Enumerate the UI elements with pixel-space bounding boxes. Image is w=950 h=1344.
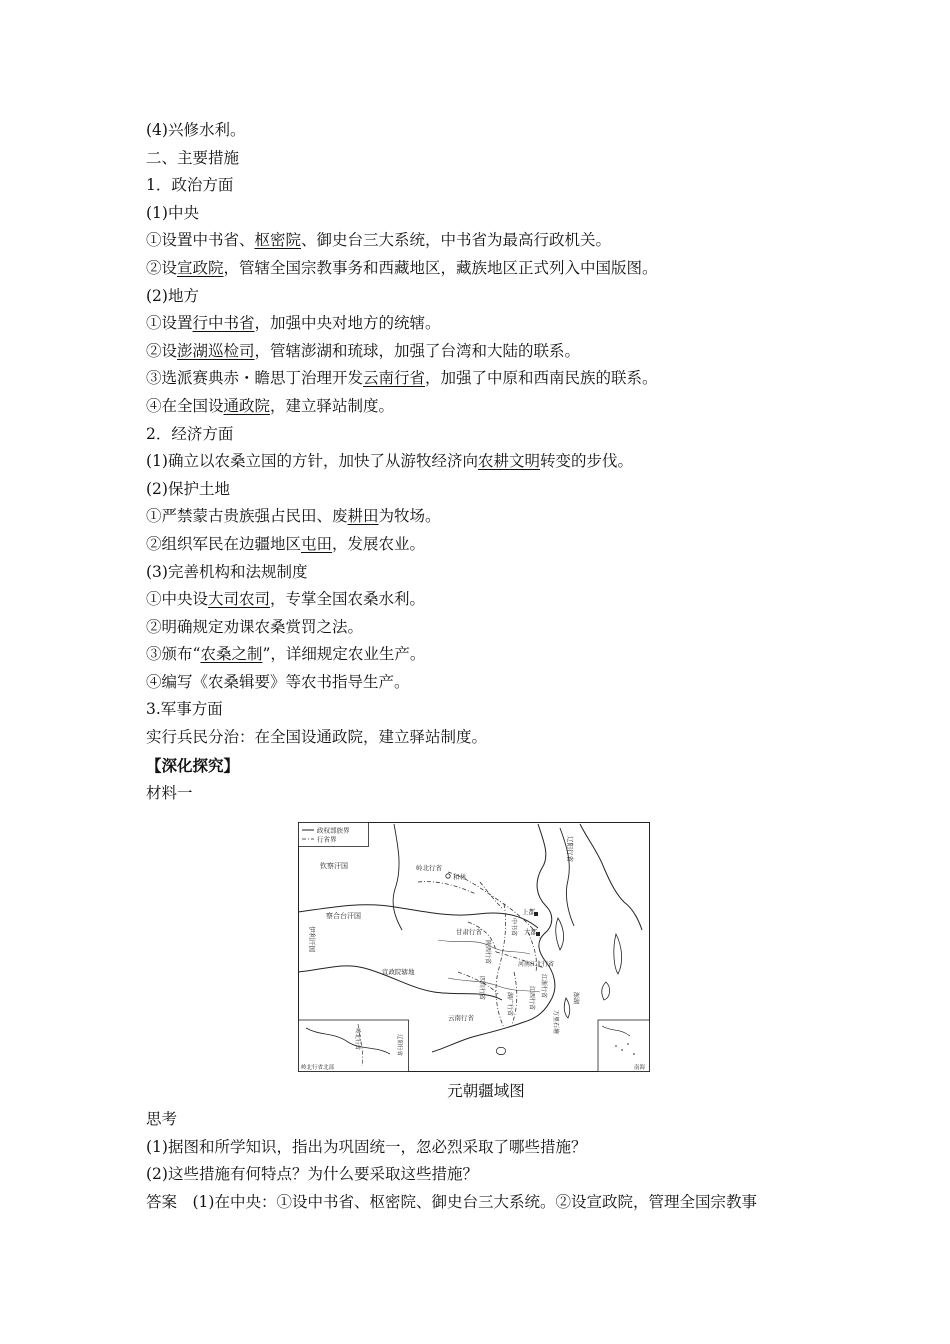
text-segment: (1)据图和所学知识，指出为巩固统一，忽必烈采取了哪些措施？ [146,1137,587,1156]
text-segment: ①严禁蒙古贵族强占民田、废 [146,507,348,526]
text-segment: 3.军事方面 [146,700,223,719]
bottom-text-block [146,1106,826,1216]
label-inset-lingbei: 岭北行省 [354,1028,360,1051]
label-henan: 河南江北行省 [518,961,555,968]
text-segment: (2)地方 [146,286,199,305]
text-line [146,421,826,449]
label-chahetai: 察合台汗国 [326,912,361,920]
text-line [146,145,826,173]
label-sichuan: 四川行省 [478,976,485,1001]
text-line [146,283,826,311]
text-line [146,503,826,531]
underlined-term: 农桑之制 [200,645,263,664]
text-segment: 材料一 [146,784,193,803]
text-line [146,752,826,781]
label-inset-north: 岭北行省北部 [301,1065,335,1071]
text-line [146,255,826,283]
text-segment: (4)兴修水利。 [146,121,246,139]
text-line [146,476,826,504]
text-segment: 【深化探究】 [146,755,240,775]
legend-label-border: 政权部族界 [317,826,350,835]
underlined-term: 澎湖巡检司 [177,341,255,360]
text-line [146,641,826,669]
text-line [146,559,826,587]
underlined-term: 通政院 [223,396,271,415]
underlined-term: 宣政院 [177,258,224,277]
text-segment: ②设 [146,341,178,360]
text-line [146,117,826,145]
text-segment: ，建立驿站制度。 [270,396,395,415]
yuan-territory-map [298,822,650,1072]
text-line [146,1189,826,1217]
text-segment: 1．政治方面 [146,176,234,195]
label-dadu: 大都 [524,928,537,936]
text-segment: (3)完善机构和法规制度 [146,562,308,581]
text-line [146,200,826,228]
label-nanhai: 南海 [634,1065,646,1071]
label-jiangxi: 江西行省 [528,986,535,1011]
text-line [146,310,826,338]
text-segment: (1)确立以农桑立国的方针，加快了从游牧经济向 [146,452,478,471]
text-line [146,172,826,200]
underlined-term: 枢密院 [254,231,302,250]
text-segment: ”，详细规定农业生产。 [262,645,426,664]
underlined-term: 屯田 [301,534,333,553]
label-yunnan: 云南行省 [448,1014,474,1022]
helin-marker [446,874,450,878]
label-wanli: 万里石塘 [552,1010,559,1035]
text-segment: ②明确规定劝课农桑赏罚之法。 [146,617,364,636]
map-caption: 元朝疆域图 [447,1082,525,1100]
label-zhongshu: 中书省 [510,918,517,937]
text-segment: 实行兵民分治：在全国设通政院，建立驿站制度。 [146,728,488,747]
label-helin: 和林 [453,873,466,881]
text-segment: ①中央设 [146,590,209,609]
label-huguang: 湖广行省 [506,992,513,1017]
text-line [146,393,826,421]
text-line [146,1106,826,1134]
text-line [146,448,826,476]
label-gansu: 甘肃行省 [456,928,482,936]
text-segment: 转变的步伐。 [539,452,633,471]
text-segment: ，管辖全国宗教事务和西藏地区，藏族地区正式列入中国版图。 [223,258,658,277]
map-svg [298,822,650,1072]
label-inset-liaoyang: 辽阳行省 [396,1034,402,1057]
text-line [146,1134,826,1162]
text-segment: ，加强中央对地方的统辖。 [254,314,441,333]
text-segment: 二、主要措施 [146,148,240,167]
text-line [146,1161,826,1189]
legend-label-province: 行省界 [317,835,337,844]
text-segment: 2．经济方面 [146,424,234,443]
underlined-term: 农耕文明 [477,452,540,471]
text-segment: ，管辖澎湖和琉球，加强了台湾和大陆的联系。 [254,341,581,360]
text-segment: ，专掌全国农桑水利。 [270,590,426,609]
text-segment: (2)这些措施有何特点？为什么要采取这些措施？ [146,1165,478,1184]
text-segment: ④编写《农桑辑要》等农书指导生产。 [146,672,410,691]
text-line [146,586,826,614]
text-segment: 思考 [146,1110,178,1128]
text-line [146,696,826,724]
text-segment: ，发展农业。 [332,534,426,553]
label-liaoyang: 辽阳行省 [566,836,574,862]
text-line [146,614,826,642]
text-segment: ④在全国设 [146,396,224,415]
inset-map-north [299,1020,409,1072]
text-line [146,227,826,255]
underlined-term: 大司农司 [208,590,271,609]
label-lingbei: 岭北行省 [416,864,442,872]
text-segment: 答案 (1)在中央：①设中书省、枢密院、御史台三大系统。②设宣政院，管理全国宗教事 [146,1192,757,1211]
text-segment: ③颁布“ [146,645,201,664]
label-penghu: 澎湖 [572,992,579,1005]
text-segment: ②设 [146,258,178,277]
label-yili: 伊利汗国 [308,926,316,952]
text-segment: ①设置中书省、 [146,231,255,250]
text-line [146,724,826,752]
text-segment: ③选派赛典赤・瞻思丁治理开发 [146,369,364,388]
label-jiangzhe: 江浙行省 [540,974,547,999]
text-segment: 、御史台三大系统，中书省为最高行政机关。 [301,231,612,250]
top-text-block [146,117,826,808]
text-line [146,780,826,808]
text-line [146,531,826,559]
underlined-term: 行中书省 [192,314,255,333]
text-segment: (2)保护土地 [146,479,230,498]
text-segment: ①设置 [146,314,193,333]
text-segment: ②组织军民在边疆地区 [146,534,302,553]
text-segment: 为牧场。 [378,507,441,526]
text-line [146,338,826,366]
label-shaanxi: 陕西行省 [484,940,491,965]
underlined-term: 耕田 [347,507,379,526]
text-segment: (1)中央 [146,203,199,222]
label-xuanzheng: 宣政院辖地 [382,968,415,976]
text-line [146,365,826,393]
label-qincha: 钦察汗国 [320,862,348,870]
label-shangdu: 上都 [522,908,535,916]
underlined-term: 云南行省 [363,369,426,388]
text-segment: ，加强了中原和西南民族的联系。 [425,369,658,388]
text-line [146,669,826,697]
